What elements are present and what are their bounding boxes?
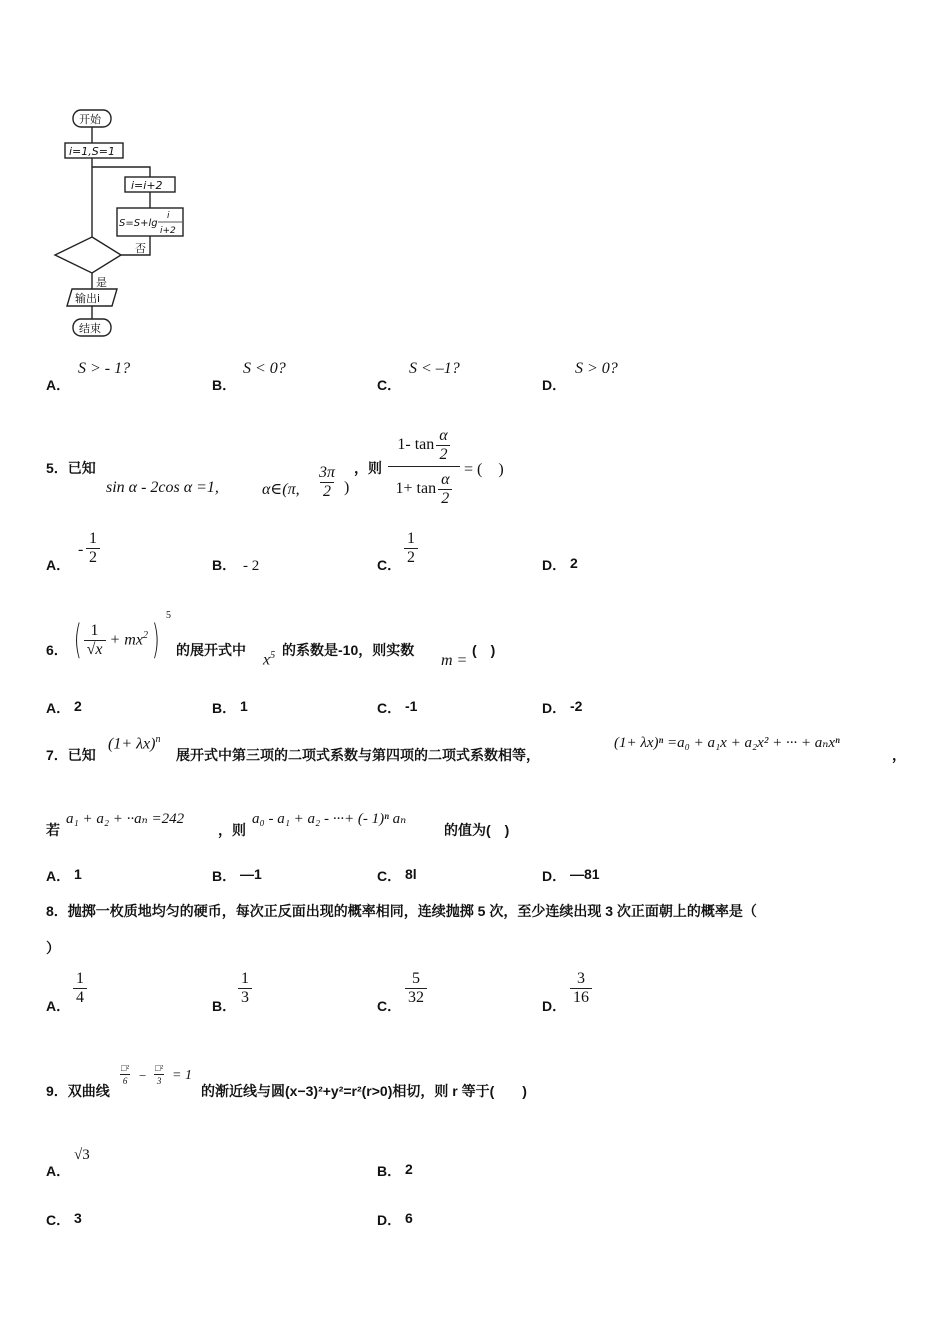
q8-option-c-label: C． xyxy=(377,998,402,1014)
q5-tail: = ( ) xyxy=(464,461,504,478)
q4-option-a: S > - 1? xyxy=(78,360,131,377)
q7-option-c: 8l xyxy=(405,866,417,882)
q7-then: ，则 xyxy=(218,822,246,838)
q5-then: ，则 xyxy=(354,460,382,476)
q5-domain-fraction: $\frac{3\pi}{2}$ xyxy=(319,464,336,500)
q6-text2: 的系数是-10，则实数 xyxy=(282,642,415,658)
q9-option-b: 2 xyxy=(405,1161,413,1177)
fc-output: 输出i xyxy=(75,292,101,305)
q7-sum: a₁ + a₂ + ··aₙ =242 xyxy=(66,811,185,827)
q5-option-b: - 2 xyxy=(243,558,260,574)
q5-main-fraction: 1- tan $\frac{\alpha}{2}$ 1+ tan $\frac{\alpha}{2}$ xyxy=(388,424,460,511)
q7-option-d: —81 xyxy=(570,866,600,882)
q5-option-a-sign: - xyxy=(78,541,84,558)
q9-eq1: = 1 xyxy=(172,1068,192,1083)
q5-option-b-label: B． xyxy=(212,557,237,573)
q7-option-b: —1 xyxy=(240,866,262,882)
q6-number: 6． xyxy=(46,642,68,658)
fc-yes: 是 xyxy=(96,276,107,289)
fc-update: S=S+lg xyxy=(119,218,158,229)
q9-option-a: √3 xyxy=(74,1147,90,1163)
q4-option-a-label: A． xyxy=(46,377,71,393)
q7-text1: 展开式中第三项的二项式系数与第四项的二项式系数相等， xyxy=(176,747,540,763)
q5-option-a-fraction: $\frac{1}{2}$ xyxy=(86,530,100,567)
q9-text: 的渐近线与圆(x−3)²+y²=r²(r>0)相切，则 r 等于( ) xyxy=(201,1083,527,1099)
q9-option-c-label: C． xyxy=(46,1212,71,1228)
flowchart xyxy=(45,105,195,345)
q9-number: 9．双曲线 xyxy=(46,1083,110,1099)
q6-binomial: ( $\frac{1}{√x}$ + $mx^2$ ) xyxy=(73,617,160,663)
q6-option-d: -2 xyxy=(570,698,583,714)
q7-alternating: a₀ - a₁ + a₂ - ···+ (- 1)ⁿ aₙ xyxy=(252,811,407,827)
q6-option-a-label: A． xyxy=(46,700,71,716)
q7-option-c-label: C． xyxy=(377,868,402,884)
q9-minus: − xyxy=(139,1068,147,1083)
q6-option-a: 2 xyxy=(74,698,82,714)
fc-step: i=i+2 xyxy=(131,179,163,192)
q7-ruo: 若 xyxy=(46,822,60,838)
q4-option-b-label: B． xyxy=(212,377,237,393)
q9-frac1: □² 6 xyxy=(121,1063,130,1086)
q9-option-d: 6 xyxy=(405,1210,413,1226)
q5-domain-close: ) xyxy=(344,479,350,496)
q6-option-b: 1 xyxy=(240,698,248,714)
q8-option-c-fraction: $\frac{5}{32}$ xyxy=(405,970,427,1007)
q7-option-a: 1 xyxy=(74,866,82,882)
q4-option-c-label: C． xyxy=(377,377,402,393)
q9-option-a-label: A． xyxy=(46,1163,71,1179)
q6-m-eq: m = xyxy=(441,652,468,669)
q4-option-d: S > 0? xyxy=(575,360,618,377)
q5-option-d-label: D． xyxy=(542,557,567,573)
q9-option-b-label: B． xyxy=(377,1163,402,1179)
q6-power: 5 xyxy=(166,610,171,621)
q8-option-b-fraction: $\frac{1}{3}$ xyxy=(238,970,252,1007)
q7-option-b-label: B． xyxy=(212,868,237,884)
fc-update-num: i xyxy=(167,211,170,221)
q6-tail: ( ) xyxy=(472,642,496,658)
q6-option-c: -1 xyxy=(405,698,418,714)
q6-option-b-label: B． xyxy=(212,700,237,716)
fc-init: i=1,S=1 xyxy=(69,145,115,158)
fc-update-den: i+2 xyxy=(160,226,176,236)
q4-option-d-label: D． xyxy=(542,377,567,393)
q5-option-c-label: C． xyxy=(377,557,402,573)
q8-option-a-fraction: $\frac{1}{4}$ xyxy=(73,970,87,1007)
q6-x5: $x^5$ xyxy=(263,650,276,669)
q9-option-d-label: D． xyxy=(377,1212,402,1228)
fc-start: 开始 xyxy=(79,113,101,126)
q7-tail: 的值为( ) xyxy=(444,822,510,838)
q8-line2: ） xyxy=(46,940,60,956)
q6-option-c-label: C． xyxy=(377,700,402,716)
q8-option-b-label: B． xyxy=(212,998,237,1014)
q5-option-d: 2 xyxy=(570,555,578,571)
q8-option-d-fraction: $\frac{3}{16}$ xyxy=(570,970,592,1007)
q7-binom: $(1+ \lambda x)^n$ xyxy=(108,734,161,753)
q7-comma: ， xyxy=(892,747,906,763)
q7-expansion: (1+ λx)ⁿ =a₀ + a₁x + a₂x² + ··· + aₙxⁿ xyxy=(614,735,840,751)
q5-option-c-fraction: $\frac{1}{2}$ xyxy=(404,530,418,567)
q9-option-c: 3 xyxy=(74,1210,82,1226)
fc-end: 结束 xyxy=(79,322,101,335)
q5-option-a-label: A． xyxy=(46,557,71,573)
q5-number: 5．已知 xyxy=(46,460,96,476)
q4-option-c: S < –1? xyxy=(409,360,460,377)
q7-number: 7．已知 xyxy=(46,747,96,763)
q6-option-d-label: D． xyxy=(542,700,567,716)
q9-frac2: □² 3 xyxy=(155,1063,164,1086)
fc-no: 否 xyxy=(135,242,146,255)
q5-domain: α∈(π, xyxy=(262,481,300,498)
q4-option-b: S < 0? xyxy=(243,360,286,377)
q8-option-d-label: D． xyxy=(542,998,567,1014)
q7-option-d-label: D． xyxy=(542,868,567,884)
q8-option-a-label: A． xyxy=(46,998,71,1014)
q6-text1: 的展开式中 xyxy=(176,642,246,658)
q8-line1: 8．抛掷一枚质地均匀的硬币，每次正反面出现的概率相同，连续抛掷 5 次，至少连续出现 3 次正面朝上的概率是（ xyxy=(46,903,757,919)
q5-condition: sin α - 2cos α =1, xyxy=(106,479,219,496)
q7-option-a-label: A． xyxy=(46,868,71,884)
